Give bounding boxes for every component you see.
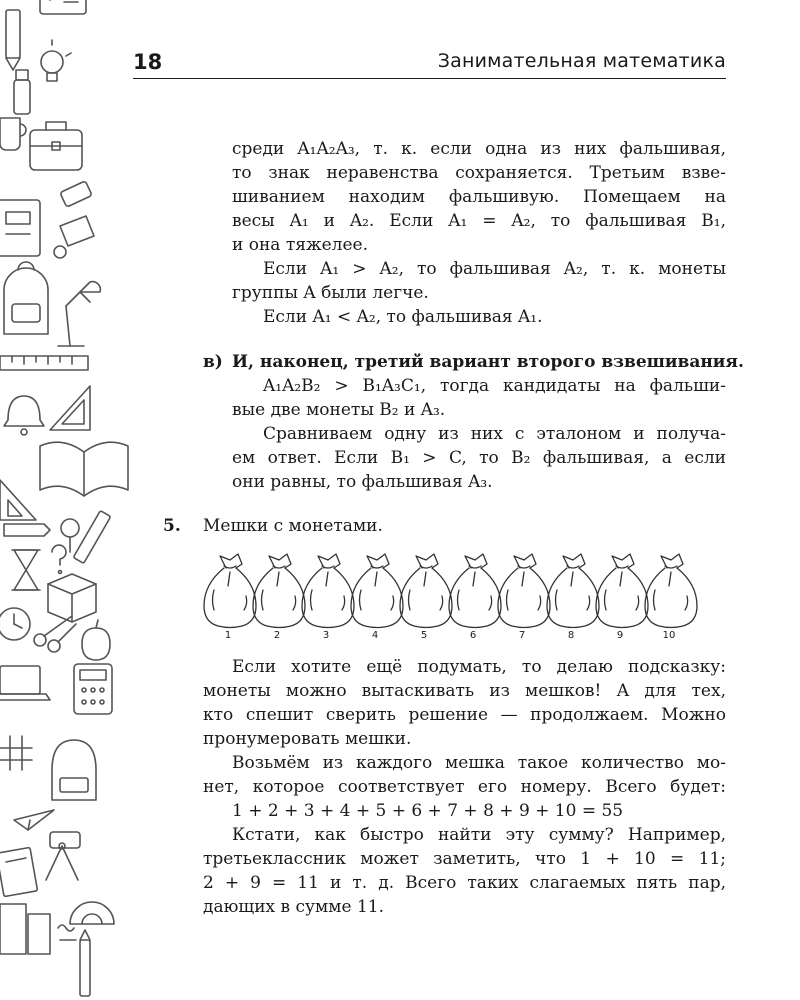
apple-icon xyxy=(82,620,110,660)
money-bag-icon xyxy=(351,554,403,628)
money-bag-icon xyxy=(204,554,256,628)
paragraph-line: третьеклассник может заметить, что 1 + 10 = 11; xyxy=(203,849,726,869)
notebook-icon xyxy=(0,847,38,896)
money-bag-icon xyxy=(400,554,452,628)
set-square-icon xyxy=(0,480,36,520)
school-bag-icon xyxy=(52,740,96,800)
formula-doodle-icon xyxy=(58,925,76,940)
protractor-icon xyxy=(70,902,114,924)
running-title: Занимательная математика xyxy=(437,50,726,72)
bag-number-label: 4 xyxy=(371,630,379,641)
glue-stick-icon xyxy=(14,70,30,114)
money-bag-icon xyxy=(449,554,501,628)
backpack-icon xyxy=(4,262,48,334)
laptop-icon xyxy=(0,666,50,700)
problem-number: 5. xyxy=(163,516,181,536)
lightbulb-icon xyxy=(41,40,71,81)
ruler-icon xyxy=(0,356,88,370)
paragraph-line: Если A₁ < A₂, то фальшивая A₁. xyxy=(263,307,543,327)
paragraph-line: нет, которое соответствует его номеру. Всего будет: xyxy=(203,777,726,797)
money-bag-icon xyxy=(645,554,697,628)
money-bag-icon xyxy=(498,554,550,628)
paragraph-line: весы A₁ и A₂. Если A₁ = A₂, то фальшивая B₁, xyxy=(232,211,726,231)
triangle-ruler-icon xyxy=(50,386,90,430)
paragraph-line: Если хотите ещё подумать, то делаю подсказку: xyxy=(232,657,726,677)
paragraph-line: пронумеровать мешки. xyxy=(203,729,412,749)
chalkboard-icon xyxy=(40,0,86,14)
paragraph-line: группы A были легче. xyxy=(232,283,429,303)
tic-tac-toe-icon xyxy=(0,736,32,770)
paragraph-line: вые две монеты B₂ и A₃. xyxy=(232,400,446,420)
bag-number-label: 1 xyxy=(224,630,232,641)
briefcase-icon xyxy=(30,122,82,170)
bag-number-label: 6 xyxy=(469,630,477,641)
desk-lamp-icon xyxy=(58,282,100,346)
book-stack-icon xyxy=(0,904,50,954)
list-marker: в) xyxy=(203,352,223,372)
book-icon xyxy=(0,200,40,256)
paper-plane-icon xyxy=(14,810,54,830)
paragraph-line: Сравниваем одну из них с эталоном и получа- xyxy=(263,424,726,444)
hourglass-icon xyxy=(12,550,40,590)
page-header xyxy=(133,50,726,82)
pen-icon xyxy=(4,524,50,536)
problem-title: Мешки с монетами. xyxy=(203,516,383,536)
paragraph-line: монеты можно вытаскивать из мешков! А для тех, xyxy=(203,681,726,701)
paragraph-line: кто спешит сверить решение — продолжаем. Можно xyxy=(203,705,726,725)
bag-number-label: 3 xyxy=(322,630,330,641)
header-rule xyxy=(133,78,726,79)
open-book-icon xyxy=(40,442,128,496)
pencil-icon xyxy=(6,10,20,70)
cup-icon xyxy=(0,118,26,150)
paragraph-line: и она тяжелее. xyxy=(232,235,368,255)
paragraph-line: ем ответ. Если B₁ > C, то B₂ фальшивая, а если xyxy=(232,448,726,468)
bag-number-label: 5 xyxy=(420,630,428,641)
paragraph-line: И, наконец, третий вариант второго взвешивания. xyxy=(232,352,744,372)
question-mark-icon xyxy=(52,545,66,573)
marker-icon xyxy=(80,930,90,996)
page-number: 18 xyxy=(133,50,163,74)
money-bag-icon xyxy=(547,554,599,628)
eraser-icon xyxy=(60,181,92,207)
bag-number-label: 8 xyxy=(567,630,575,641)
alarm-clock-icon xyxy=(0,608,30,640)
bag-number-label: 7 xyxy=(518,630,526,641)
paragraph-line: 2 + 9 = 11 и т. д. Всего таких слагаемых пять пар, xyxy=(203,873,726,893)
decorative-margin-doodles xyxy=(0,0,130,1000)
paragraph-line: то знак неравенства сохраняется. Третьим взве- xyxy=(232,163,726,183)
calculator-icon xyxy=(74,664,112,714)
money-bag-icon xyxy=(302,554,354,628)
money-bags-illustration xyxy=(200,548,700,643)
pencil-2-icon xyxy=(73,511,110,564)
paragraph-line: шиванием находим фальшивую. Помещаем на xyxy=(232,187,726,207)
bag-number-label: 2 xyxy=(273,630,281,641)
money-bag-icon xyxy=(253,554,305,628)
paragraph-line: Возьмём из каждого мешка такое количество мо- xyxy=(232,753,726,773)
bag-number-label: 9 xyxy=(616,630,624,641)
paragraph-line: дающих в сумме 11. xyxy=(203,897,384,917)
bag-number-label: 10 xyxy=(662,630,676,641)
equation-line: 1 + 2 + 3 + 4 + 5 + 6 + 7 + 8 + 9 + 10 = 55 xyxy=(232,801,624,821)
paragraph-line: среди A₁A₂A₃, т. к. если одна из них фальшивая, xyxy=(232,139,726,159)
money-bag-icon xyxy=(596,554,648,628)
cube-icon xyxy=(48,574,96,622)
paragraph-line: Если A₁ > A₂, то фальшивая A₂, т. к. монеты xyxy=(263,259,726,279)
paragraph-line: Кстати, как быстро найти эту сумму? Например, xyxy=(232,825,726,845)
paragraph-line: A₁A₂B₂ > B₁A₃C₁, тогда кандидаты на фальши- xyxy=(263,376,726,396)
bell-icon xyxy=(4,396,44,435)
paragraph-line: они равны, то фальшивая A₃. xyxy=(232,472,493,492)
scroll-icon xyxy=(54,216,94,258)
